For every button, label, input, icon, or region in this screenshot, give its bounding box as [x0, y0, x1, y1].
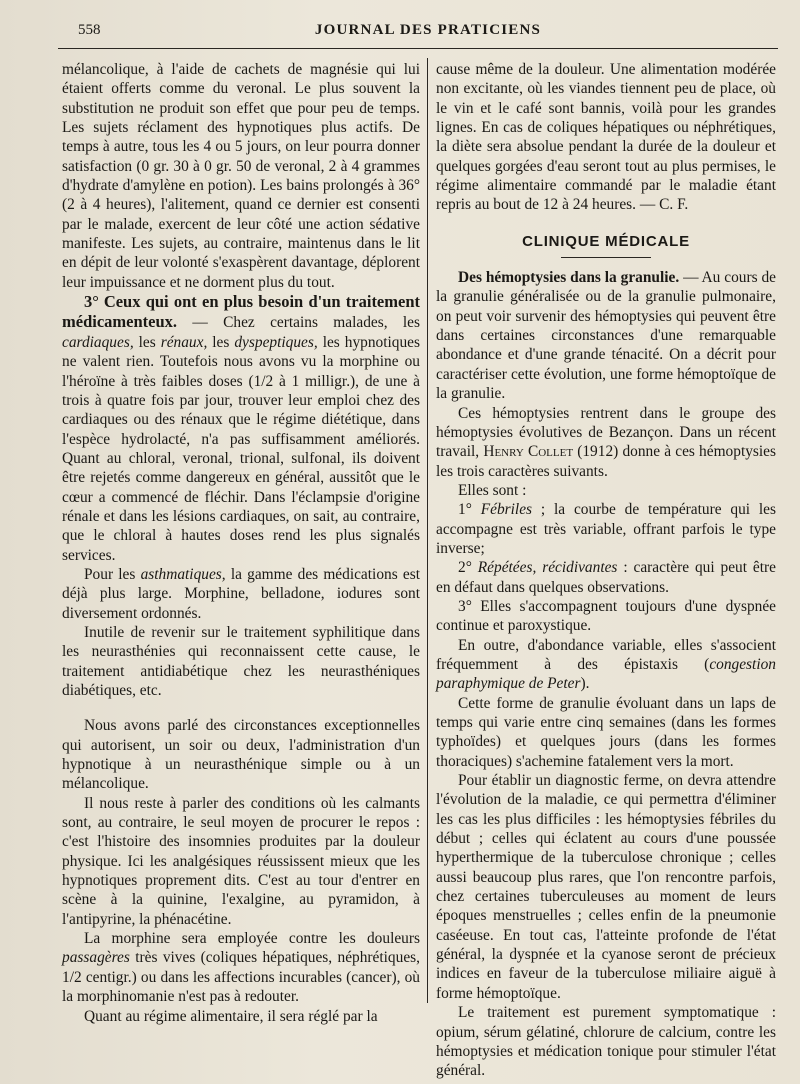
text-run: La morphine sera employée contre les douleurs: [84, 930, 420, 948]
section-heading: Ceux qui ont en plus besoin d'un traitement médicamenteux.: [62, 292, 420, 332]
section-title: CLINIQUE MÉDICALE: [522, 232, 690, 250]
article-title: Des hémoptysies dans la granulie.: [458, 269, 680, 287]
text-run: (1912) donne à ces hémoptysies les trois caractères suivants.: [436, 443, 777, 480]
paragraph: cause même de la douleur. Une alimentation modérée non excitante, où les viandes tiennent peu de place, où le vin et le café sont bannis, voilà pour les grandes lignes. En cas de coliques hépatiques ou néphrétiques, la diète sera absolue pendant la durée de la douleur et quelques gorgées d'eau seront tout au plus permises, le régime alimentaire commandé par le maladie étant repris au bout de 12 à 24 heures. — C. F.: [436, 61, 776, 214]
list-item: [436, 500, 776, 558]
italic-term: passagères: [62, 949, 130, 967]
section-3-paragraph: [62, 292, 420, 565]
paragraph: Pour établir un diagnostic ferme, on devra attendre l'évolution de la maladie, ce qui permettra d'éliminer les cas les plus difficiles : les hémoptysies fébriles du début ; celles qui éclatent au cours d'une poussée hyperthermique de la tuberculose chronique ; celles aussi beaucoup plus rares, que l'on rencontre parfois, chez certaines tuberculeuses au moment de leurs époques menstruelles ; celles enfin de la pneumonie caséeuse. En tout cas, l'atteinte profonde de l'état général, la dyspnée et la cyanose seront de précieux indices en faveur de la tuberculose miliaire aiguë à forme hémoptoïque.: [436, 772, 776, 1002]
left-column: [62, 60, 420, 1026]
paragraph: Cette forme de granulie évoluant dans un laps de temps qui varie entre cinq semaines (dans les formes typhoïdes) et quelques jours (dans les formes thoraciques) s'achemine fatalement vers la mort.: [436, 694, 776, 770]
text-run: ; la courbe de température qui les accompagne est très variable, offrant parfois le type inverse;: [436, 501, 776, 557]
author-name: Henry Collet: [483, 443, 574, 461]
text-run: les: [133, 333, 161, 351]
paragraph: Nous avons parlé des circonstances exceptionnelles qui autorisent, un soir ou deux, l'administration d'un hypnotique à un neurasthénique simple ou à un mélancolique.: [62, 717, 420, 793]
paragraph: Quant au régime alimentaire, il sera réglé par la: [84, 1007, 378, 1025]
italic-term: Fébriles: [480, 501, 533, 519]
italic-term: dyspeptiques,: [234, 333, 318, 351]
paragraph: [62, 565, 420, 623]
text-run: Pour les: [84, 565, 141, 583]
list-item: [436, 558, 776, 597]
page-number: 558: [78, 22, 101, 38]
text-run: Ces hémoptysies rentrent dans le groupe des hémoptysies évolutives de Bezançon. Dans un récent travail,: [436, 404, 776, 461]
paragraph: [436, 636, 776, 694]
paragraph: Le traitement est purement symptomatique : opium, sérum gélatiné, chlorure de calcium, contre les hémoptysies et médication tonique pour stimuler l'état général.: [436, 1004, 776, 1080]
italic-term: asthmatiques,: [140, 565, 226, 583]
text-run: — Chez certains malades, les: [177, 314, 420, 332]
paragraph: mélancolique, à l'aide de cachets de magnésie qui lui étaient offerts comme du veronal. Le plus souvent la substitution ne produit son effet que pour peu de temps. Les sujets réclament des hypnotiques plus actifs. De temps à autre, tous les 4 ou 5 jours, on leur pourra donner satisfaction (0 gr. 30 à 0 gr. 50 de veronal, 2 à 4 grammes d'hydrate d'amylène en potion). Les bains prolongés à 36° (2 à 4 heures), l'alitement, quand ce dernier est consenti par le malade, exercent de leur côté une action sédative manifeste. Les sujets, au contraire, maintenus dans le lit en dépit de leur volonté s'exaspèrent davantage, déplorent leur impuissance et ne dorment plus du tout.: [62, 61, 420, 291]
paragraph: Il nous reste à parler des conditions où les calmants sont, au contraire, le seul moyen de procurer le repos : c'est l'histoire des insomnies produites par la douleur physique. Ici les analgésiques réussissent mieux que les hypnotiques proprement dits. C'est au tour d'entrer en scène à la quinine, l'exalgine, au pyramidon, à l'antipyrine, la phénacétine.: [62, 794, 420, 928]
header-rule: [58, 48, 778, 49]
item-number: 2°: [458, 559, 472, 577]
section-rule: [561, 257, 651, 258]
paragraph: Elles sont :: [458, 481, 527, 499]
text-run: En outre, d'abondance variable, elles s'associent fréquemment à des épistaxis (: [436, 636, 776, 673]
text-run: : caractère qui peut être en défaut dans quelques observations.: [436, 559, 776, 596]
column-divider: [427, 58, 428, 1003]
paragraph: [436, 404, 776, 481]
text-run: ).: [580, 675, 590, 693]
section-number: 3°: [84, 292, 99, 312]
italic-term: cardiaques,: [62, 333, 134, 351]
text-run: les: [207, 333, 235, 351]
italic-term: rénaux,: [160, 333, 208, 351]
text-run: les hypnotiques ne valent rien. Toutefois nous avons vu la morphine ou l'héroïne à très faibles doses (1/2 à 1 milligr.), de une à trois à quatre fois par jour, trouver leur emploi chez des cardiaques ou des rénaux que le régime diététique, dans l'espèce hydrolacté, n'a pas suffisamment améliorés. Quant au chloral, veronal, trional, sulfonal, ils doivent être rejetés comme dangereux en général, aussitôt que le cœur a commencé de fléchir. Dans l'éclampsie d'origine rénale et dans les lésions cardiaques, on sait, au contraire, que le chloral à hautes doses rend les plus signalés services.: [62, 333, 420, 564]
item-number: 1°: [458, 501, 472, 519]
text-run: la gamme des médications est déjà plus large. Morphine, belladone, iodures sont diversement ordonnés.: [62, 565, 420, 622]
page-header: [78, 22, 778, 46]
paragraph: [62, 929, 420, 1006]
text-run: — Au cours de la granulie généralisée ou de la granulie pulmonaire, on peut voir survenir des hémoptysies qui peuvent être dans certaines circonstances d'une remarquable abondance et d'une grande ténacité. On a décrit pour caractériser cette évolution, une forme hémoptoïque de la granulie.: [436, 269, 776, 403]
paragraph: Inutile de revenir sur le traitement syphilitique dans les neurasthénies qui reconnaissent cette cause, le traitement antidiabétique chez les neurasthéniques diabétiques, etc.: [62, 623, 420, 699]
italic-term: congestion paraphymique de Peter: [436, 655, 776, 693]
article-lead-paragraph: [436, 268, 776, 403]
list-item: 3° Elles s'accompagnent toujours d'une dyspnée continue et paroxystique.: [436, 597, 776, 635]
journal-title: JOURNAL DES PRATICIENS: [314, 22, 542, 38]
text-run: très vives (coliques hépatiques, néphrétiques, 1/2 centigr.) ou dans les affections incurables (cancer), où la morphinomanie n'est pas à redouter.: [62, 949, 420, 1006]
italic-term: Répétées, récidivantes: [477, 559, 618, 577]
right-column: [436, 60, 776, 1081]
